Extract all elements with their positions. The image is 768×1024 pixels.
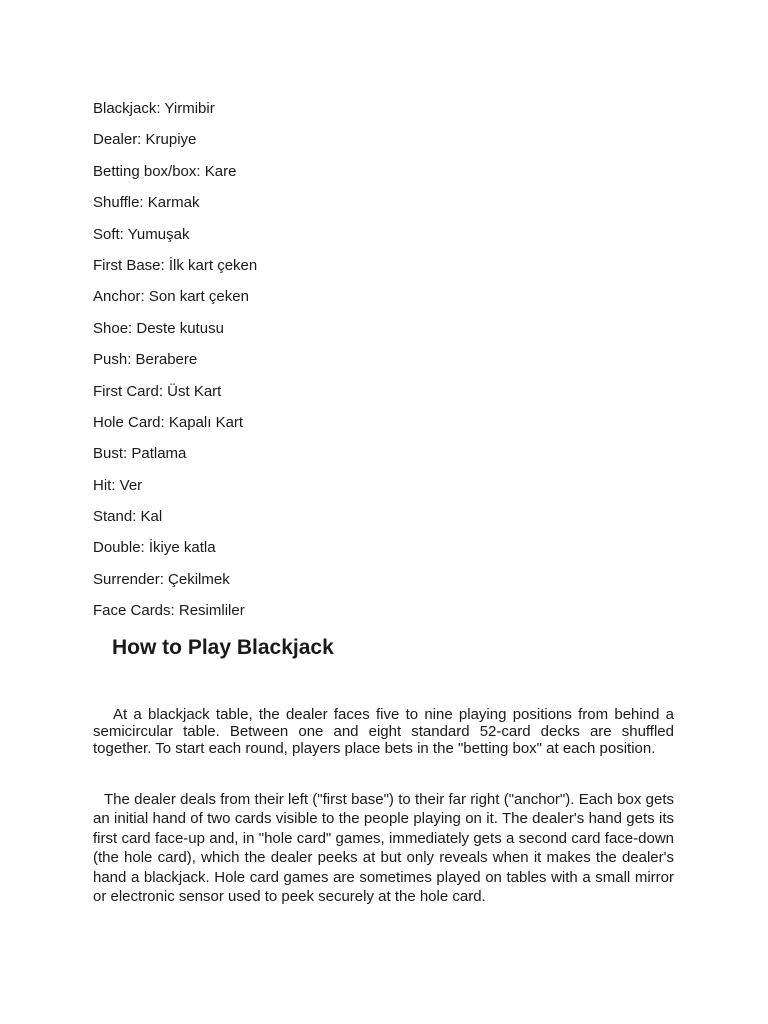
- paragraph-dealing: The dealer deals from their left ("first base") to their far right ("anchor"). Each box gets an initial hand of two cards visible to the people playing on it. The dealer's hand gets its first card face-up and, in "hole card" games, immediately gets a second card face-down (the hole card), which the dealer peeks at but only reveals when it makes the dealer's hand a blackjack. Hole card games are sometimes played on tables with a small mirror or electronic sensor used to peek securely at the hole card.: [93, 791, 674, 906]
- glossary-item: Betting box/box: Kare: [93, 162, 237, 180]
- glossary-item: Blackjack: Yirmibir: [93, 100, 215, 117]
- glossary-item: Shuffle: Karmak: [93, 194, 200, 212]
- glossary-item: Dealer: Krupiye: [93, 131, 197, 149]
- glossary-item: Anchor: Son kart çeken: [93, 288, 249, 306]
- glossary-item: Face Cards: Resimliler: [93, 602, 245, 620]
- glossary-item: Surrender: Çekilmek: [93, 570, 230, 588]
- glossary-list: [93, 100, 257, 634]
- paragraph-intro: At a blackjack table, the dealer faces five to nine playing positions from behind a semicircular table. Between one and eight standard 52-card decks are shuffled together. To start each round, players place bets in the "betting box" at each position.: [93, 706, 674, 757]
- glossary-item: First Base: İlk kart çeken: [93, 256, 258, 274]
- glossary-item: Hit: Ver: [93, 476, 143, 494]
- glossary-item: First Card: Üst Kart: [93, 382, 222, 400]
- glossary-item: Shoe: Deste kutusu: [93, 319, 224, 337]
- glossary-item: Push: Berabere: [93, 351, 198, 369]
- glossary-item: Bust: Patlama: [93, 445, 187, 463]
- section-heading: How to Play Blackjack: [112, 636, 334, 659]
- glossary-item: Hole Card: Kapalı Kart: [93, 413, 244, 431]
- glossary-item: Soft: Yumuşak: [93, 225, 190, 243]
- glossary-item: Stand: Kal: [93, 508, 163, 526]
- glossary-item: Double: İkiye katla: [93, 539, 216, 557]
